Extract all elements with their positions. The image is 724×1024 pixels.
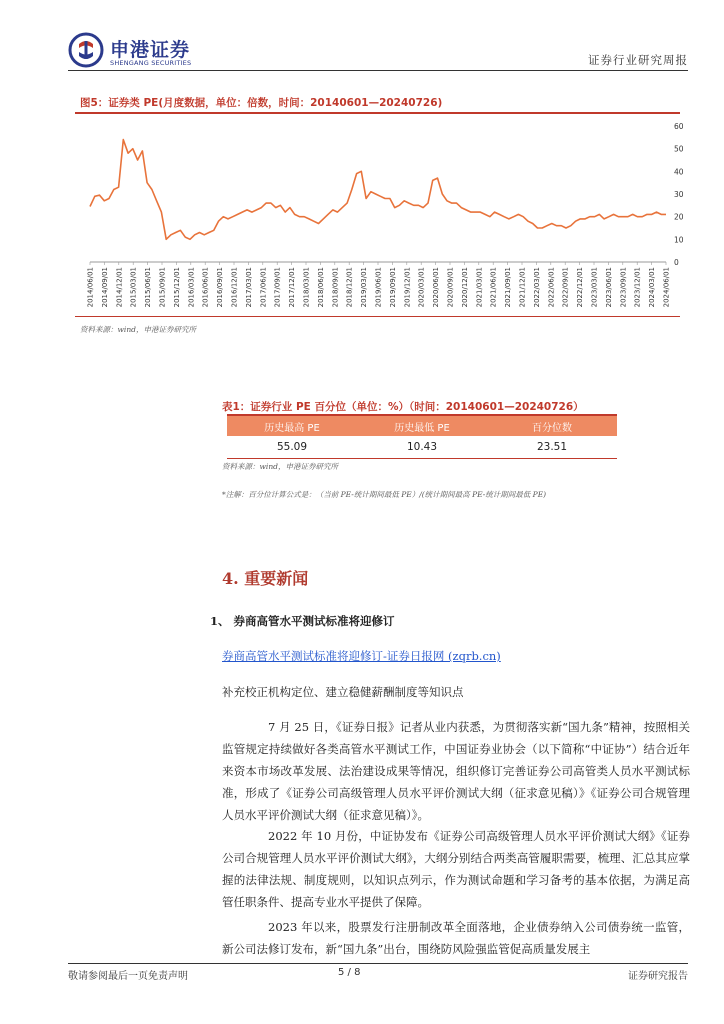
page-number: 5 / 8 — [338, 967, 361, 978]
company-logo-icon — [68, 32, 104, 68]
news-source-link[interactable]: 券商高管水平测试标准将迎修订-证券日报网 (zqrb.cn) — [222, 649, 501, 663]
pe-percentile-table — [227, 416, 617, 459]
figure-top-rule — [75, 112, 680, 114]
figure-title: 图5：证券类 PE(月度数据，单位：倍数，时间：20140601—20240726) — [80, 97, 443, 109]
x-tick-label: 2021/06/01 — [489, 267, 498, 308]
x-tick-label: 2015/03/01 — [129, 267, 138, 308]
x-tick-label: 2022/09/01 — [561, 267, 570, 308]
x-tick-label: 2022/06/01 — [547, 267, 556, 308]
logo-name: 申港证券 — [110, 39, 191, 61]
x-tick-label: 2016/03/01 — [187, 267, 196, 308]
news-paragraph-1 — [222, 716, 690, 826]
y-tick-label: 0 — [674, 258, 679, 267]
figure-bottom-rule — [75, 316, 680, 317]
header-divider — [68, 70, 688, 71]
x-tick-label: 2020/09/01 — [446, 267, 455, 308]
x-tick-label: 2017/09/01 — [273, 267, 282, 308]
y-tick-label: 40 — [674, 167, 684, 177]
table-note: *注解：百分位计算公式是：（当前 PE-统计期间最低 PE）/(统计期间最高 PE-统计期间最低 PE) — [222, 490, 547, 499]
pe-series-line — [90, 140, 666, 240]
x-tick-label: 2016/06/01 — [201, 267, 210, 308]
footer-disclaimer: 敬请参阅最后一页免责声明 — [68, 971, 188, 982]
x-tick-label: 2018/09/01 — [331, 267, 340, 308]
company-logo — [68, 32, 208, 72]
x-tick-label: 2021/09/01 — [504, 267, 513, 308]
pe-line-chart — [70, 116, 690, 326]
x-tick-label: 2022/12/01 — [576, 267, 585, 308]
x-tick-label: 2020/03/01 — [417, 267, 426, 308]
x-tick-label: 2020/12/01 — [460, 267, 469, 308]
x-tick-label: 2020/06/01 — [432, 267, 441, 308]
x-tick-label: 2024/03/01 — [648, 267, 657, 308]
news-paragraph-1-text: 7 月 25 日，《证券日报》记者从业内获悉，为贯彻落实新“国九条”精神，按照相关监管规定持续做好各类高管水平测试工作，中国证券业协会（以下简称“中证协”）结合近年来资本市场改革发展、法治建设成果等情况，组织修订完善证券公司高管类人员水平测试标准，形成了《证券公司高级管理人员水平评价测试大纲（征求意见稿）》《证券公司合规管理人员水平评价测试大纲（征求意见稿）》。 — [222, 720, 690, 822]
report-type: 证券行业研究周报 — [588, 53, 688, 67]
x-tick-label: 2019/03/01 — [360, 267, 369, 308]
x-tick-label: 2017/06/01 — [259, 267, 268, 308]
table-header-max-pe: 历史最高 PE — [227, 416, 357, 436]
x-tick-label: 2023/12/01 — [633, 267, 642, 308]
y-tick-label: 10 — [674, 235, 684, 245]
table-row — [227, 436, 617, 458]
table-cell-percentile: 23.51 — [487, 436, 617, 458]
footer-report-label: 证券研究报告 — [628, 971, 688, 982]
news-subtitle: 补充校正机构定位、建立稳健薪酬制度等知识点 — [222, 685, 464, 699]
x-tick-label: 2023/06/01 — [604, 267, 613, 308]
x-tick-label: 2022/03/01 — [532, 267, 541, 308]
x-tick-label: 2016/12/01 — [230, 267, 239, 308]
x-tick-label: 2021/03/01 — [475, 267, 484, 308]
x-tick-label: 2017/03/01 — [244, 267, 253, 308]
table-cell-max-pe: 55.09 — [227, 436, 357, 458]
y-tick-label: 20 — [674, 212, 684, 222]
x-tick-label: 2019/09/01 — [388, 267, 397, 308]
table-header-percentile: 百分位数 — [487, 416, 617, 436]
y-tick-label: 30 — [674, 190, 684, 199]
x-tick-label: 2021/12/01 — [518, 267, 527, 308]
table-header-row — [227, 416, 617, 436]
y-tick-label: 60 — [674, 122, 684, 131]
x-tick-label: 2014/06/01 — [86, 267, 95, 308]
y-tick-label: 50 — [674, 144, 684, 154]
x-tick-label: 2017/12/01 — [288, 267, 297, 308]
x-tick-label: 2015/06/01 — [144, 267, 153, 308]
x-tick-label: 2018/12/01 — [345, 267, 354, 308]
news-paragraph-2 — [222, 825, 690, 913]
logo-english-name: SHENGANG SECURITIES — [110, 59, 192, 67]
x-tick-label: 2023/03/01 — [590, 267, 599, 308]
news-paragraph-2-text: 2022 年 10 月份，中证协发布《证券公司高级管理人员水平评价测试大纲》《证券公司合规管理人员水平评价测试大纲》，大纲分别结合两类高管履职需要，梳理、汇总其应掌握的法律法规、制度规则，以知识点列示，作为测试命题和学习备考的基本依据，为满足高管任职条件、提高专业水平提供了保障。 — [222, 829, 690, 909]
x-tick-label: 2019/06/01 — [374, 267, 383, 308]
news-item-title: 1、 券商高管水平测试标准将迎修订 — [210, 614, 395, 628]
x-tick-label: 2019/12/01 — [403, 267, 412, 308]
figure-source: 资料来源：wind，申港证券研究所 — [80, 325, 196, 334]
table-title: 表1：证券行业 PE 百分位（单位：%）（时间：20140601—20240726） — [222, 401, 584, 413]
table-source: 资料来源：wind，申港证券研究所 — [222, 462, 338, 471]
section-title: 4. 重要新闻 — [222, 569, 309, 588]
x-tick-label: 2014/09/01 — [100, 267, 109, 308]
x-tick-label: 2014/12/01 — [115, 267, 124, 308]
x-tick-label: 2023/09/01 — [619, 267, 628, 308]
footer-divider — [68, 963, 688, 964]
x-tick-label: 2018/03/01 — [302, 267, 311, 308]
x-tick-label: 2018/06/01 — [316, 267, 325, 308]
table-header-min-pe: 历史最低 PE — [357, 416, 487, 436]
x-tick-label: 2015/12/01 — [172, 267, 181, 308]
news-paragraph-3 — [222, 916, 690, 960]
x-tick-label: 2016/09/01 — [216, 267, 225, 308]
page-header — [68, 30, 688, 74]
table-cell-min-pe: 10.43 — [357, 436, 487, 458]
x-tick-label: 2015/09/01 — [158, 267, 167, 308]
x-tick-label: 2024/06/01 — [662, 267, 671, 308]
news-paragraph-3-text: 2023 年以来，股票发行注册制改革全面落地，企业债券纳入公司债券统一监管，新公司法修订发布，新“国九条”出台，围绕防风险强监管促高质量发展主 — [222, 920, 690, 956]
